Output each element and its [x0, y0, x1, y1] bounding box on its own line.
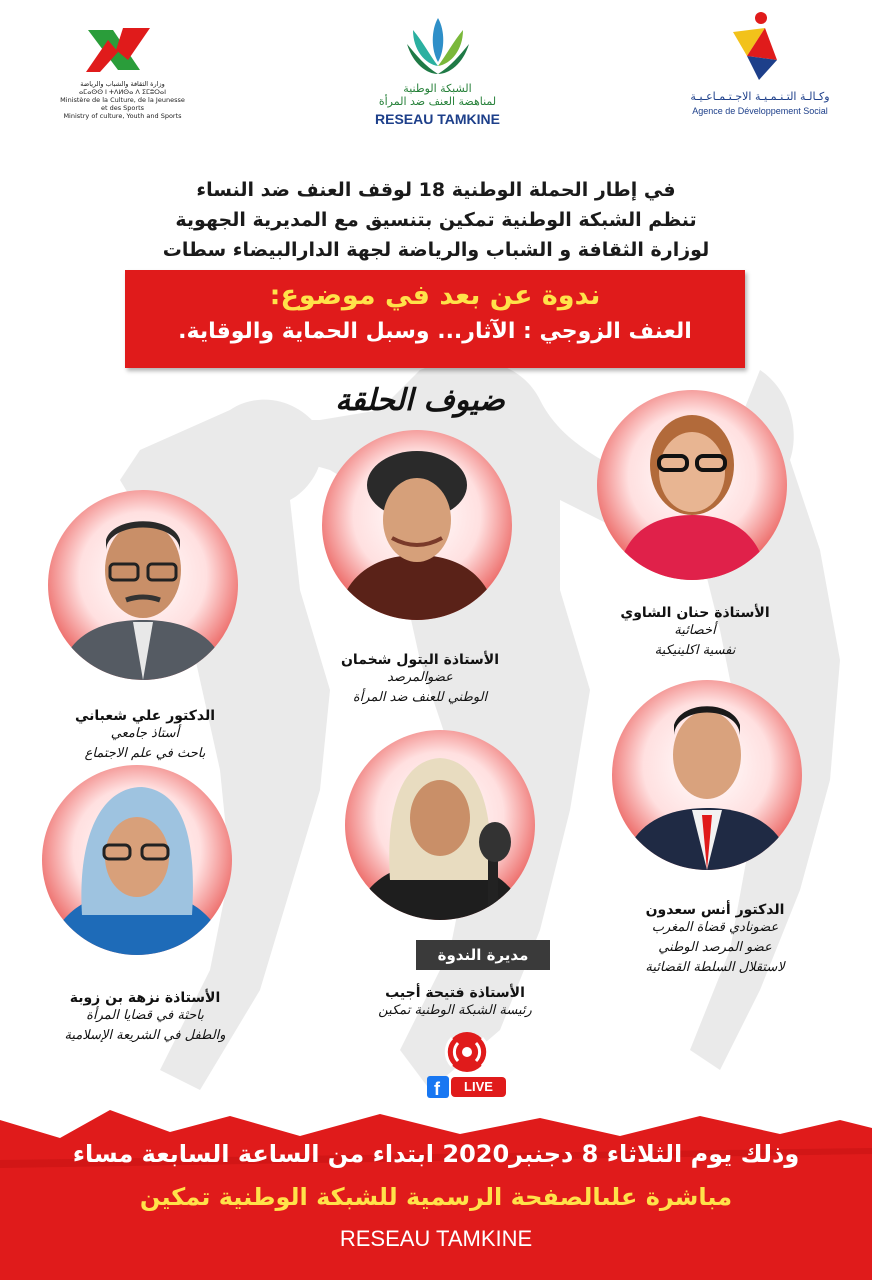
network-name-footer: RESEAU TAMKINE	[339, 1226, 533, 1251]
guest-name: الأستاذة البتول شخمان	[340, 652, 500, 668]
guest-portrait-fatiha-ajib	[345, 730, 535, 920]
guest-title-line: الوطني للعنف ضد المرأة	[352, 690, 488, 705]
facebook-live-badge	[425, 1030, 510, 1105]
woman-portrait-icon	[322, 430, 512, 620]
ads-agency-logo	[685, 10, 835, 120]
live-label: LIVE	[464, 1079, 493, 1094]
agency-french-name: Agence de Développement Social	[692, 106, 828, 116]
man-portrait-icon	[48, 490, 238, 680]
ministry-logo	[60, 18, 185, 120]
intro-line-1: في إطار الحملة الوطنية 18 لوقف العنف ضد النساء	[196, 179, 676, 201]
network-latin-name: RESEAU TAMKINE	[375, 111, 500, 127]
guest-name: الأستاذة فتيحة أجيب	[385, 985, 525, 1001]
guest-portrait-anas-saadoun	[612, 680, 802, 870]
guest-title-line: أخصائية	[674, 623, 716, 638]
guest-name: الدكتور علي شعباني	[74, 708, 216, 724]
guest-portrait-nouzha-ben-zouba	[42, 765, 232, 955]
guest-title-line: عضوالمرصد	[387, 670, 453, 685]
guest-title-line: رئيسة الشبكة الوطنية تمكين	[378, 1003, 532, 1018]
ministry-logo-text: وزارة الثقافة والشباب والرياضة ⴰⵎⴰⵙⵙ ⵏ ⵜⴷⵍⵙⴰ ⴷ ⵉⵎⵓⵔⴰⵏ Ministère de la Culture, de la Jeunesse et des Sports Ministry of culture, Youth and Sports	[60, 80, 185, 120]
agency-arabic-name: وكـالـة التـنـمـيـة الاجـتـمـاعـيـة	[690, 90, 830, 103]
moderator-role-tag: مديرة الندوة	[416, 940, 550, 970]
guest-info-anas-saadoun	[600, 902, 830, 978]
guest-info-batoul-chakhmane	[305, 652, 535, 708]
ministry-emblem-icon	[78, 20, 158, 80]
guest-title-line: باحث في علم الاجتماع	[84, 746, 206, 761]
guest-portrait-batoul-chakhmane	[322, 430, 512, 620]
guest-title-line: نفسية اكلينيكية	[654, 643, 736, 658]
lotus-hands-icon	[403, 10, 473, 82]
guest-info-hanan-chaoui	[590, 605, 800, 661]
man-portrait-icon	[612, 680, 802, 870]
broadcast-info: مباشرة علىالصفحة الرسمية للشبكة الوطنية تمكين	[139, 1183, 733, 1211]
intro-text	[60, 175, 812, 265]
guest-title-line: والطفل في الشريعة الإسلامية	[64, 1028, 226, 1043]
guest-title-line: عضو المرصد الوطني	[658, 940, 772, 955]
intro-line-2: تنظم الشبكة الوطنية تمكين بتنسيق مع المديرية الجهوية	[175, 209, 697, 231]
guest-name: الأستاذة حنان الشاوي	[620, 605, 770, 621]
network-arabic-line2: لمناهضة العنف ضد المرأة	[378, 95, 497, 108]
guest-info-fatiha-ajib	[330, 985, 580, 1021]
guest-title-line: أستاذ جامعي	[110, 726, 180, 741]
guest-portrait-hanan-chaoui	[597, 390, 787, 580]
woman-portrait-icon	[345, 730, 535, 920]
topic-heading: ندوة عن بعد في موضوع:	[269, 280, 601, 311]
guest-name: الأستاذة نزهة بن زوبة	[69, 990, 221, 1006]
guest-title-line: عضونادي قضاة المغرب	[651, 920, 779, 935]
guest-name: الدكتور أنس سعدون	[645, 902, 785, 918]
woman-portrait-icon	[597, 390, 787, 580]
guest-title-line: لاستقلال السلطة القضائية	[645, 960, 785, 975]
event-date-time: وذلك يوم الثلاثاء 8 دجنبر2020 ابتداء من الساعة السابعة مساء	[72, 1140, 800, 1168]
woman-portrait-icon	[42, 765, 232, 955]
topic-subject: العنف الزوجي : الآثار... وسبل الحماية والوقاية.	[178, 319, 692, 344]
guest-info-ali-chaabani	[25, 708, 265, 764]
guests-title: ضيوف الحلقة	[335, 383, 505, 418]
svg-text:f: f	[434, 1079, 440, 1099]
guest-portrait-ali-chaabani	[48, 490, 238, 680]
topic-banner	[125, 270, 745, 368]
guest-info-nouzha-ben-zouba	[15, 990, 275, 1046]
intro-line-3: لوزارة الثقافة و الشباب والرياضة لجهة الدارالبيضاء سطات	[162, 239, 710, 261]
guest-title-line: باحثة في قضايا المرأة	[86, 1008, 204, 1023]
network-arabic-line1: الشبكة الوطنية	[403, 82, 472, 95]
tamkine-network-logo	[355, 10, 520, 135]
agency-emblem-icon	[725, 10, 785, 85]
